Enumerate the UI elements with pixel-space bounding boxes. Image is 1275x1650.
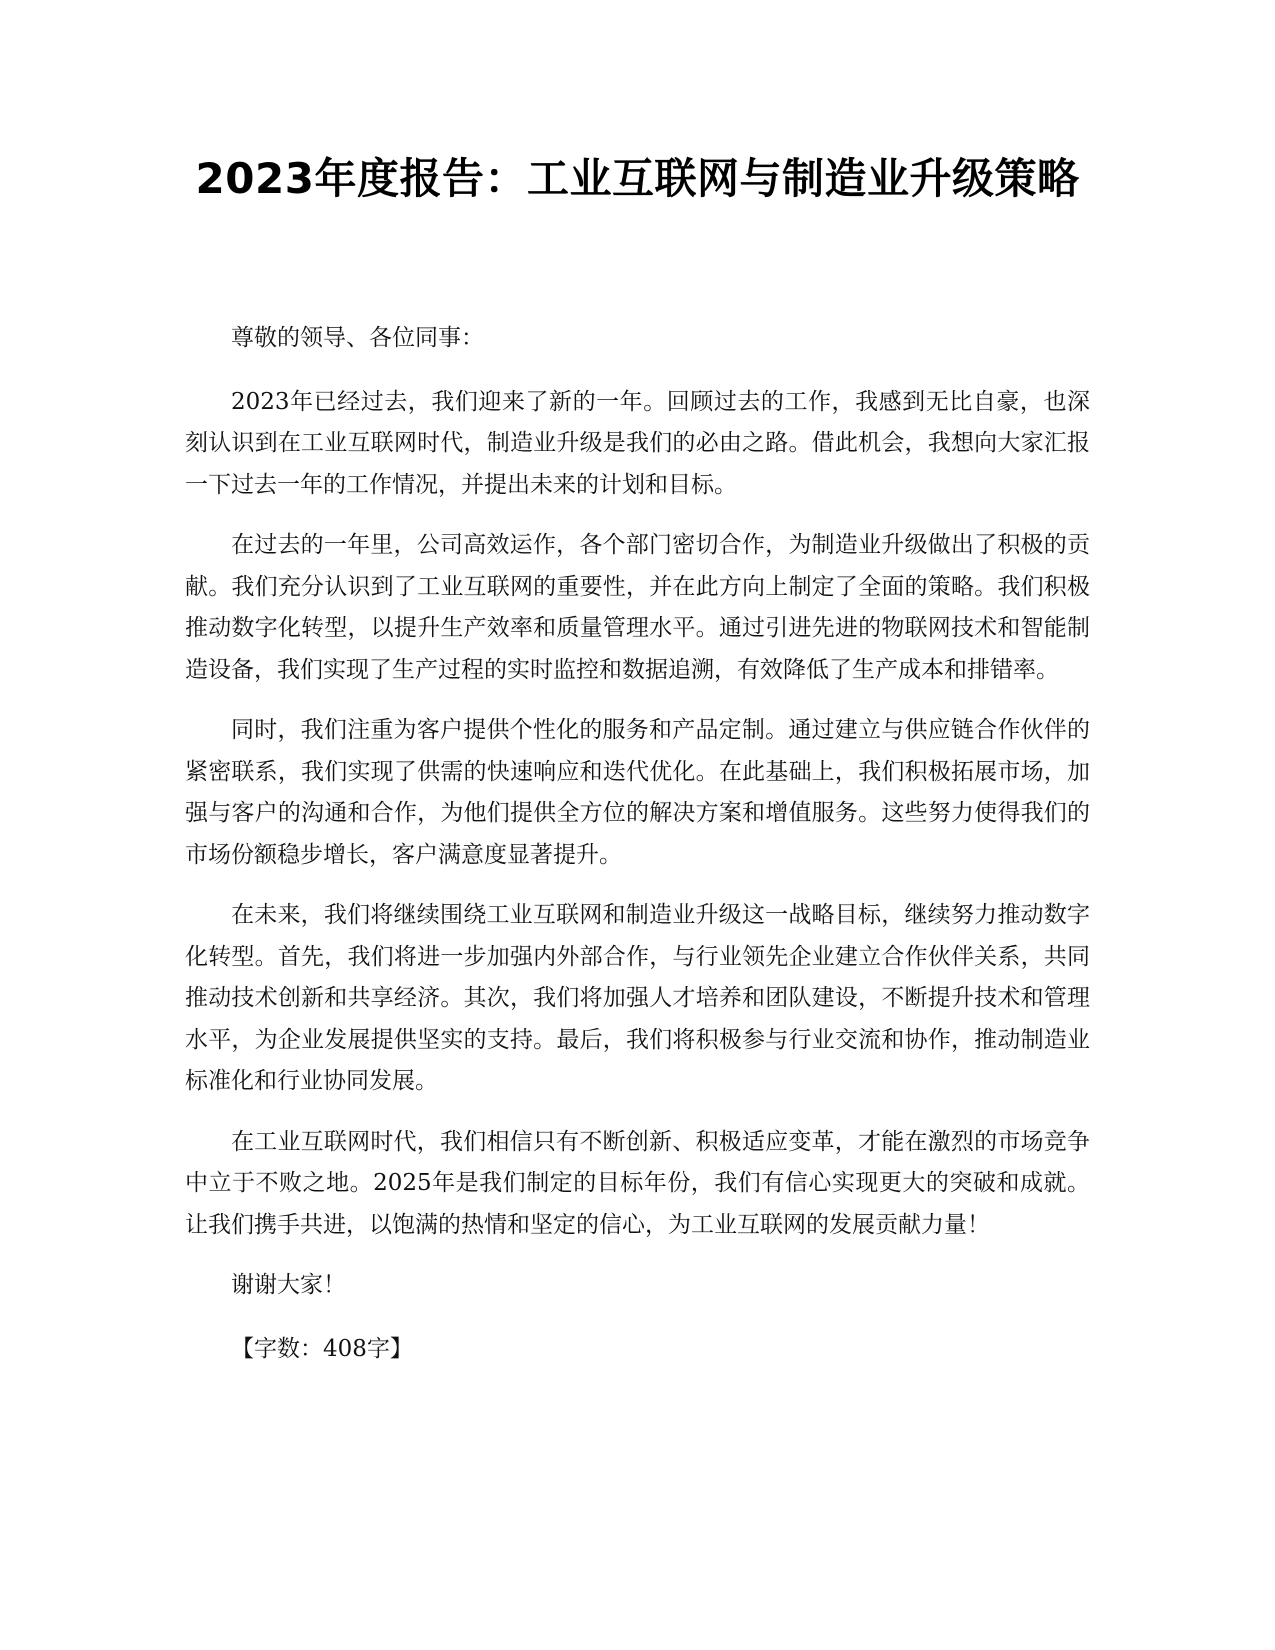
document-body bbox=[185, 318, 1090, 1392]
closing: 谢谢大家！ bbox=[231, 1272, 346, 1298]
paragraph-customer-service: 同时，我们注重为客户提供个性化的服务和产品定制。通过建立与供应链合作伙伴的紧密联系，我们实现了供需的快速响应和迭代优化。在此基础上，我们积极拓展市场，加强与客户的沟通和合作，为他们提供全方位的解决方案和增值服务。这些努力使得我们的市场份额稳步增长，客户满意度显著提升。 bbox=[185, 717, 1090, 868]
word-count: 【字数：408字】 bbox=[231, 1335, 413, 1362]
paragraph-past-year: 在过去的一年里，公司高效运作，各个部门密切合作，为制造业升级做出了积极的贡献。我们充分认识到了工业互联网的重要性，并在此方向上制定了全面的策略。我们积极推动数字化转型，以提升生产效率和质量管理水平。通过引进先进的物联网技术和智能制造设备，我们实现了生产过程的实时监控和数据追溯，有效降低了生产成本和排错率。 bbox=[185, 532, 1090, 683]
paragraph-review: 2023年已经过去，我们迎来了新的一年。回顾过去的工作，我感到无比自豪，也深刻认识到在工业互联网时代，制造业升级是我们的必由之路。借此机会，我想向大家汇报一下过去一年的工作情况，并提出未来的计划和目标。 bbox=[185, 388, 1090, 498]
paragraph-future-plan: 在未来，我们将继续围绕工业互联网和制造业升级这一战略目标，继续努力推动数字化转型。首先，我们将进一步加强内外部合作，与行业领先企业建立合作伙伴关系，共同推动技术创新和共享经济。其次，我们将加强人才培养和团队建设，不断提升技术和管理水平，为企业发展提供坚实的支持。最后，我们将积极参与行业交流和协作，推动制造业标准化和行业协同发展。 bbox=[185, 902, 1090, 1094]
greeting: 尊敬的领导、各位同事： bbox=[231, 325, 484, 351]
document-title: 2023年度报告：工业互联网与制造业升级策略 bbox=[195, 154, 1080, 203]
paragraph-outlook: 在工业互联网时代，我们相信只有不断创新、积极适应变革，才能在激烈的市场竞争中立于不败之地。2025年是我们制定的目标年份，我们有信心实现更大的突破和成就。让我们携手共进，以饱满的热情和坚定的信心，为工业互联网的发展贡献力量！ bbox=[185, 1128, 1090, 1238]
